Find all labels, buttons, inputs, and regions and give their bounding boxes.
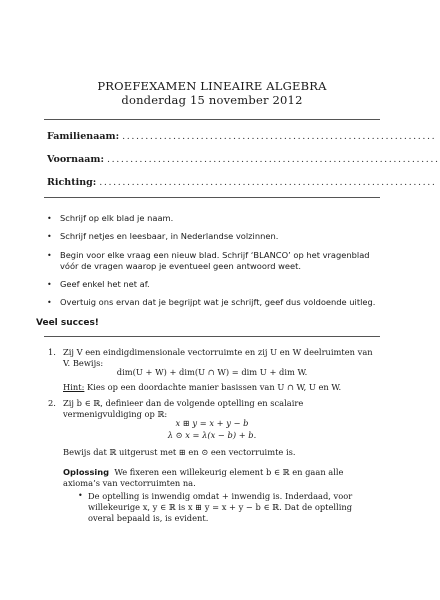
- question-2-formula-1: x ⊞ y = x + y − b: [175, 418, 249, 428]
- exam-date: donderdag 15 november 2012: [121, 93, 303, 107]
- instructions-list: [46, 213, 376, 316]
- bullet-icon: •: [47, 214, 52, 223]
- field-dots: ....................................................................: [122, 131, 437, 142]
- list-item: [46, 250, 376, 273]
- solution-bullet-text: De optelling is inwendig omdat + inwendig is. Inderdaad, voor willekeurige x, y ∈ ℝ is x ⊞ y = x + y − b ∈ ℝ. Dat de optelling overal bepaald is, is evident.: [88, 491, 353, 524]
- field-label: Familienaam:: [47, 131, 120, 142]
- instruction-text: Begin voor elke vraag een nieuw blad. Schrijf ‘BLANCO’ op het vragenblad vóór de vragen waarop je eventueel geen antwoord weet.: [60, 249, 370, 271]
- list-item: [46, 213, 376, 224]
- richting-field[interactable]: [47, 177, 437, 188]
- question-1-hint: [63, 382, 379, 393]
- bullet-icon: •: [78, 491, 83, 500]
- question-1-formula: dim(U + W) + dim(U ∩ W) = dim U + dim W.: [116, 367, 308, 377]
- solution-label: Oplossing: [63, 467, 110, 477]
- field-dots: .........................................................................: [99, 177, 437, 188]
- list-item: [46, 297, 376, 308]
- field-label: Richting:: [47, 177, 97, 188]
- question-number: 2.: [48, 398, 56, 408]
- bullet-icon: •: [47, 298, 52, 308]
- instruction-text: Schrijf netjes en leesbaar, in Nederlandse volzinnen.: [60, 231, 279, 242]
- divider: [44, 119, 380, 120]
- question-2-formula-2: λ ⊙ x = λ(x − b) + b.: [167, 430, 257, 440]
- solution-paragraph: [63, 467, 379, 489]
- instruction-text: Schrijf op elk blad je naam.: [60, 213, 174, 223]
- hint-text: Kies op een doordachte manier basissen van U ∩ W, U en W.: [84, 382, 342, 392]
- bullet-icon: •: [47, 280, 52, 290]
- divider: [44, 336, 380, 337]
- list-item: [46, 279, 376, 290]
- question-2-text: Zij b ∈ ℝ, definieer dan de volgende optelling en scalaire vermenigvuldiging op ℝ:: [63, 398, 304, 420]
- question-number: 1.: [48, 347, 56, 357]
- solution-text: We fixeren een willekeurig element b ∈ ℝ en gaan alle axioma’s van vectorruimten na.: [63, 467, 344, 489]
- field-dots: ........................................................................: [107, 154, 440, 165]
- instruction-text: Geef enkel het net af.: [60, 279, 150, 290]
- voornaam-field[interactable]: [47, 154, 440, 165]
- divider: [44, 197, 380, 198]
- field-label: Voornaam:: [47, 154, 104, 165]
- hint-label: Hint:: [63, 382, 85, 392]
- exam-title: PROEFEXAMEN LINEAIRE ALGEBRA: [97, 79, 327, 93]
- bullet-icon: •: [47, 250, 52, 260]
- instruction-text: Overtuig ons ervan dat je begrijpt wat je schrijft, geef dus voldoende uitleg.: [60, 297, 376, 308]
- question-2-prove: Bewijs dat ℝ uitgerust met ⊞ en ⊙ een vectorruimte is.: [63, 447, 296, 457]
- closing-text: Veel succes!: [36, 318, 99, 328]
- question-1-text: Zij V een eindigdimensionale vectorruimte en zij U en W deelruimten van V. Bewijs:: [63, 347, 373, 369]
- familienaam-field[interactable]: [47, 131, 437, 142]
- bullet-icon: •: [47, 232, 52, 242]
- list-item: [46, 231, 376, 242]
